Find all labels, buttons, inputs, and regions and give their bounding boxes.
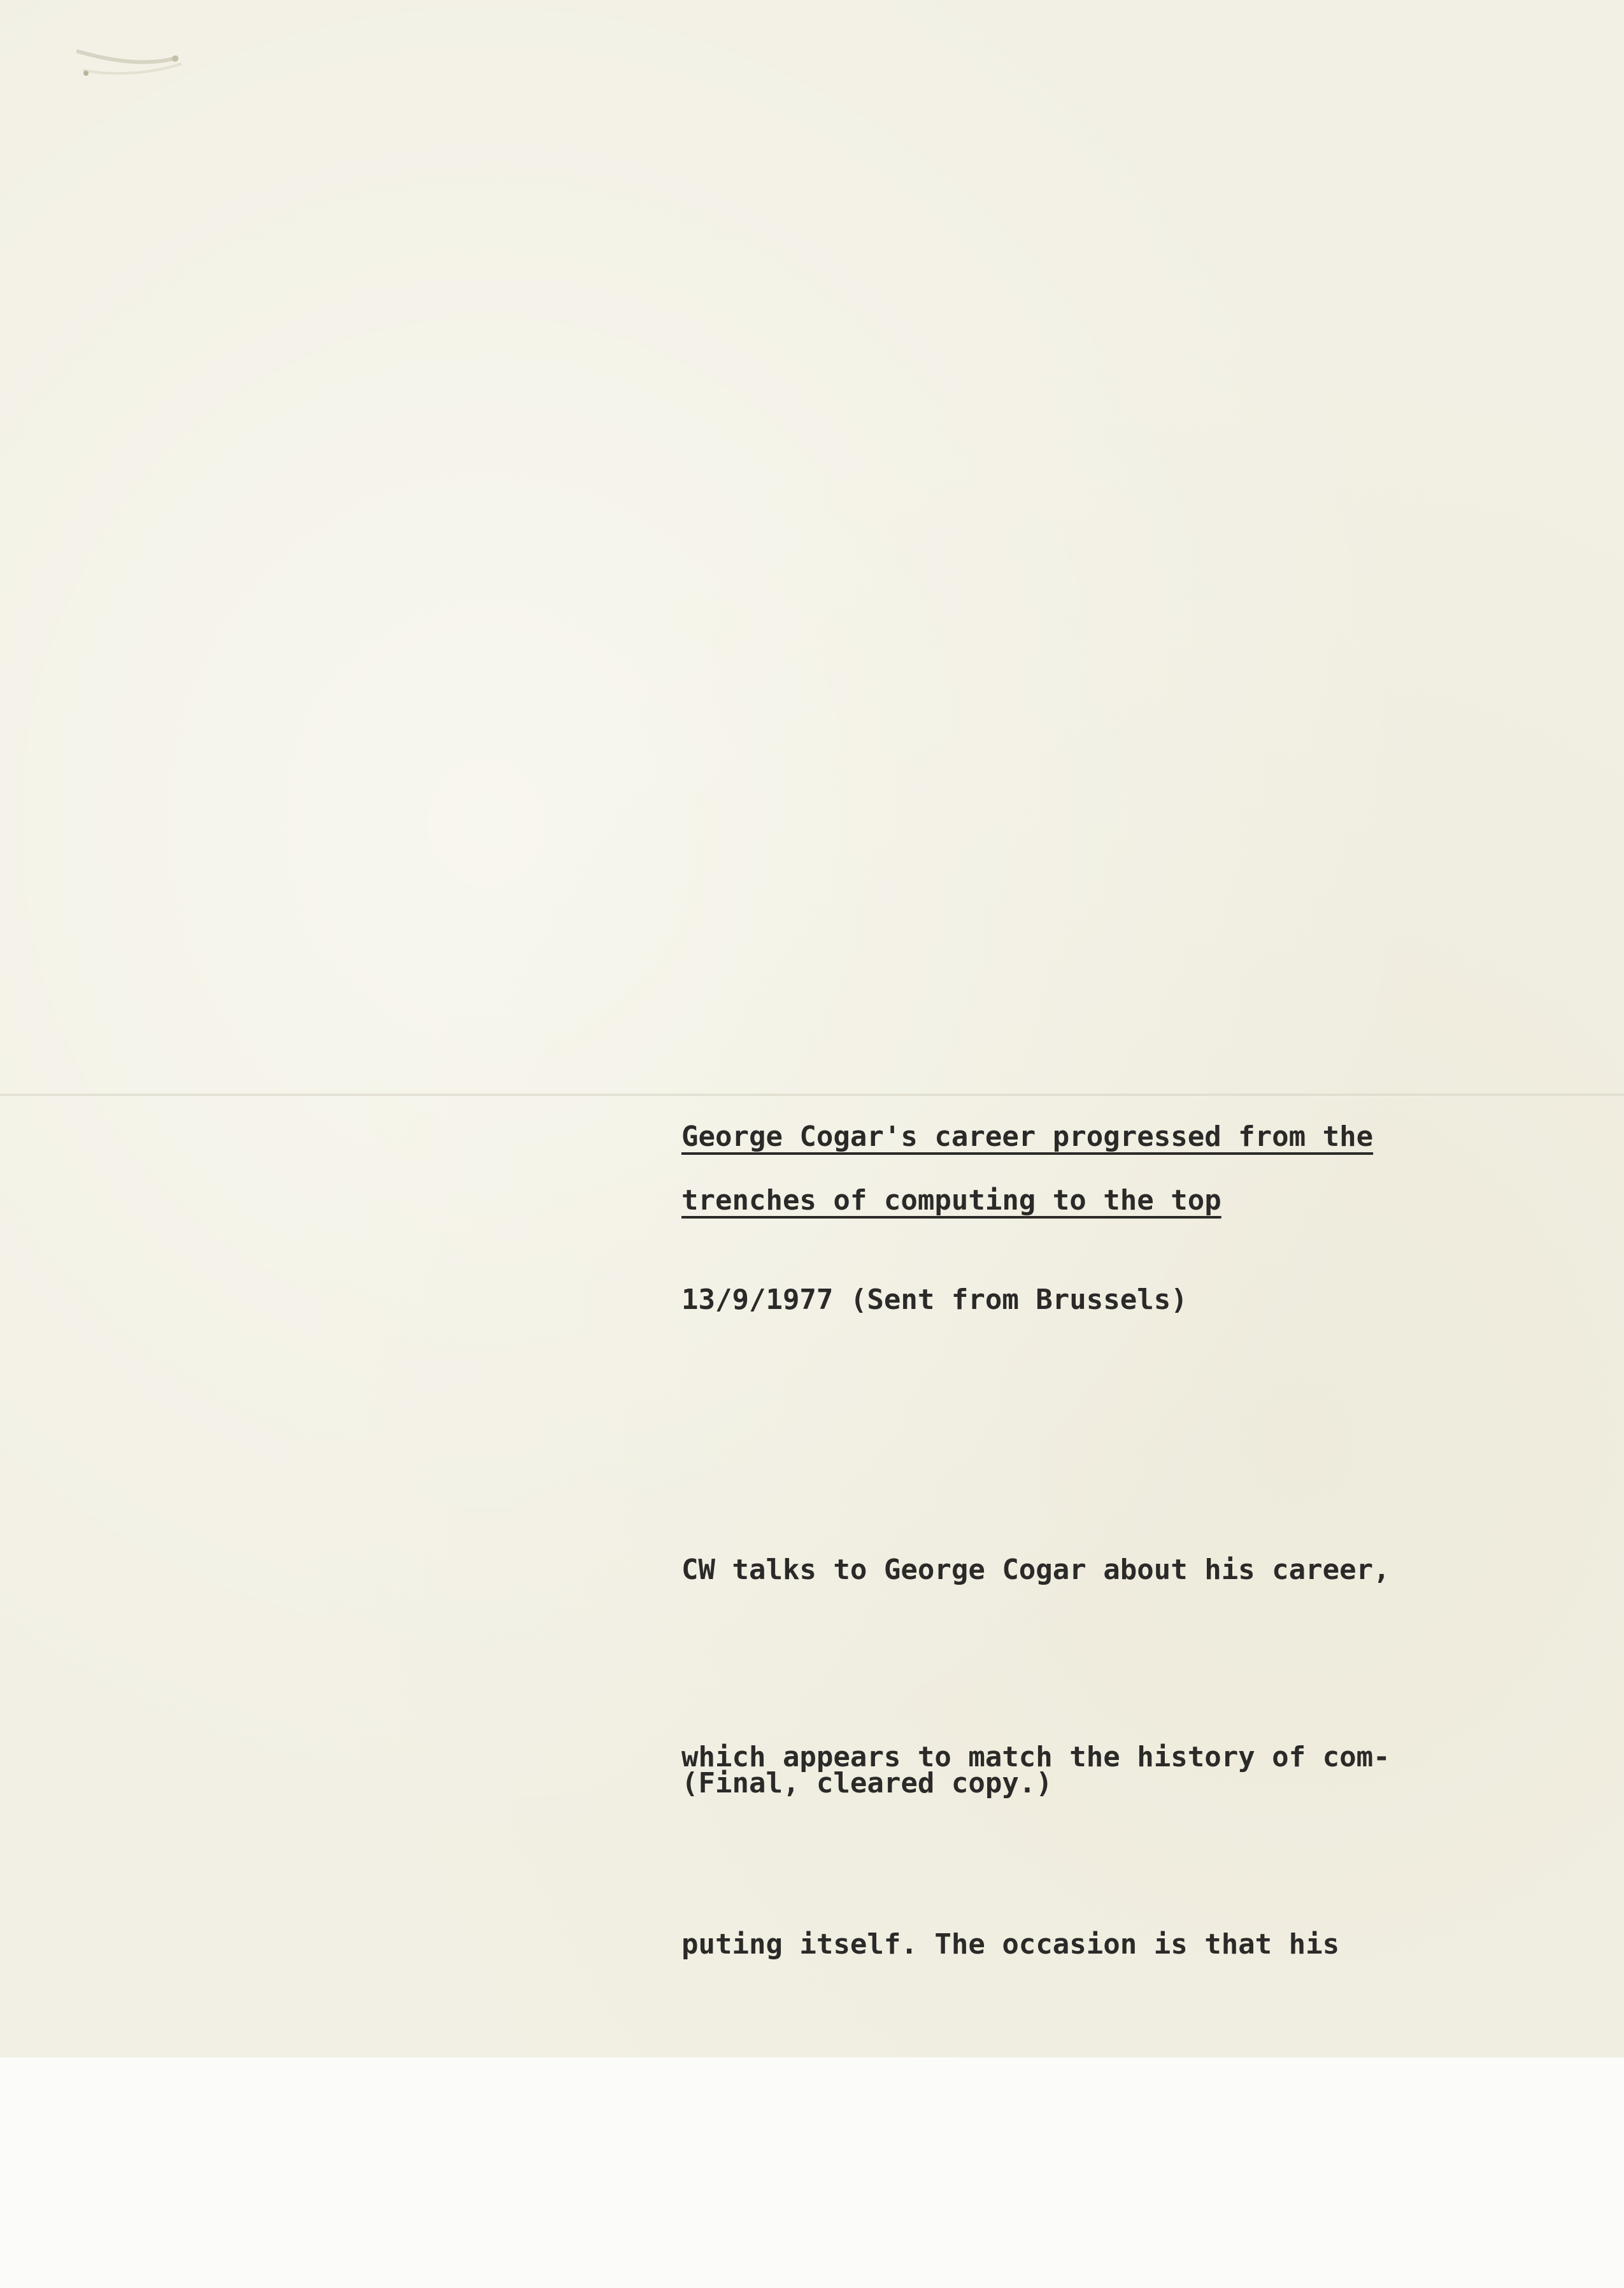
dateline: 13/9/1977 (Sent from Brussels) [681,1283,1188,1316]
copy-status-note: (Final, cleared copy.) [681,1767,1053,1799]
article-text-block [681,1105,1522,1961]
headline-line-1: George Cogar's career progressed from the [681,1120,1374,1153]
staple-mark [70,38,191,89]
fold-crease [0,1093,1624,1097]
headline-line-2: trenches of computing to the top [681,1184,1222,1217]
summary-line-3: puting itself. The occasion is that his [681,1928,1340,1961]
scan-margin [0,2057,1624,2235]
summary-line-2: which appears to match the history of com- [681,1741,1390,1773]
summary-line-1: CW talks to George Cogar about his career, [681,1554,1390,1586]
